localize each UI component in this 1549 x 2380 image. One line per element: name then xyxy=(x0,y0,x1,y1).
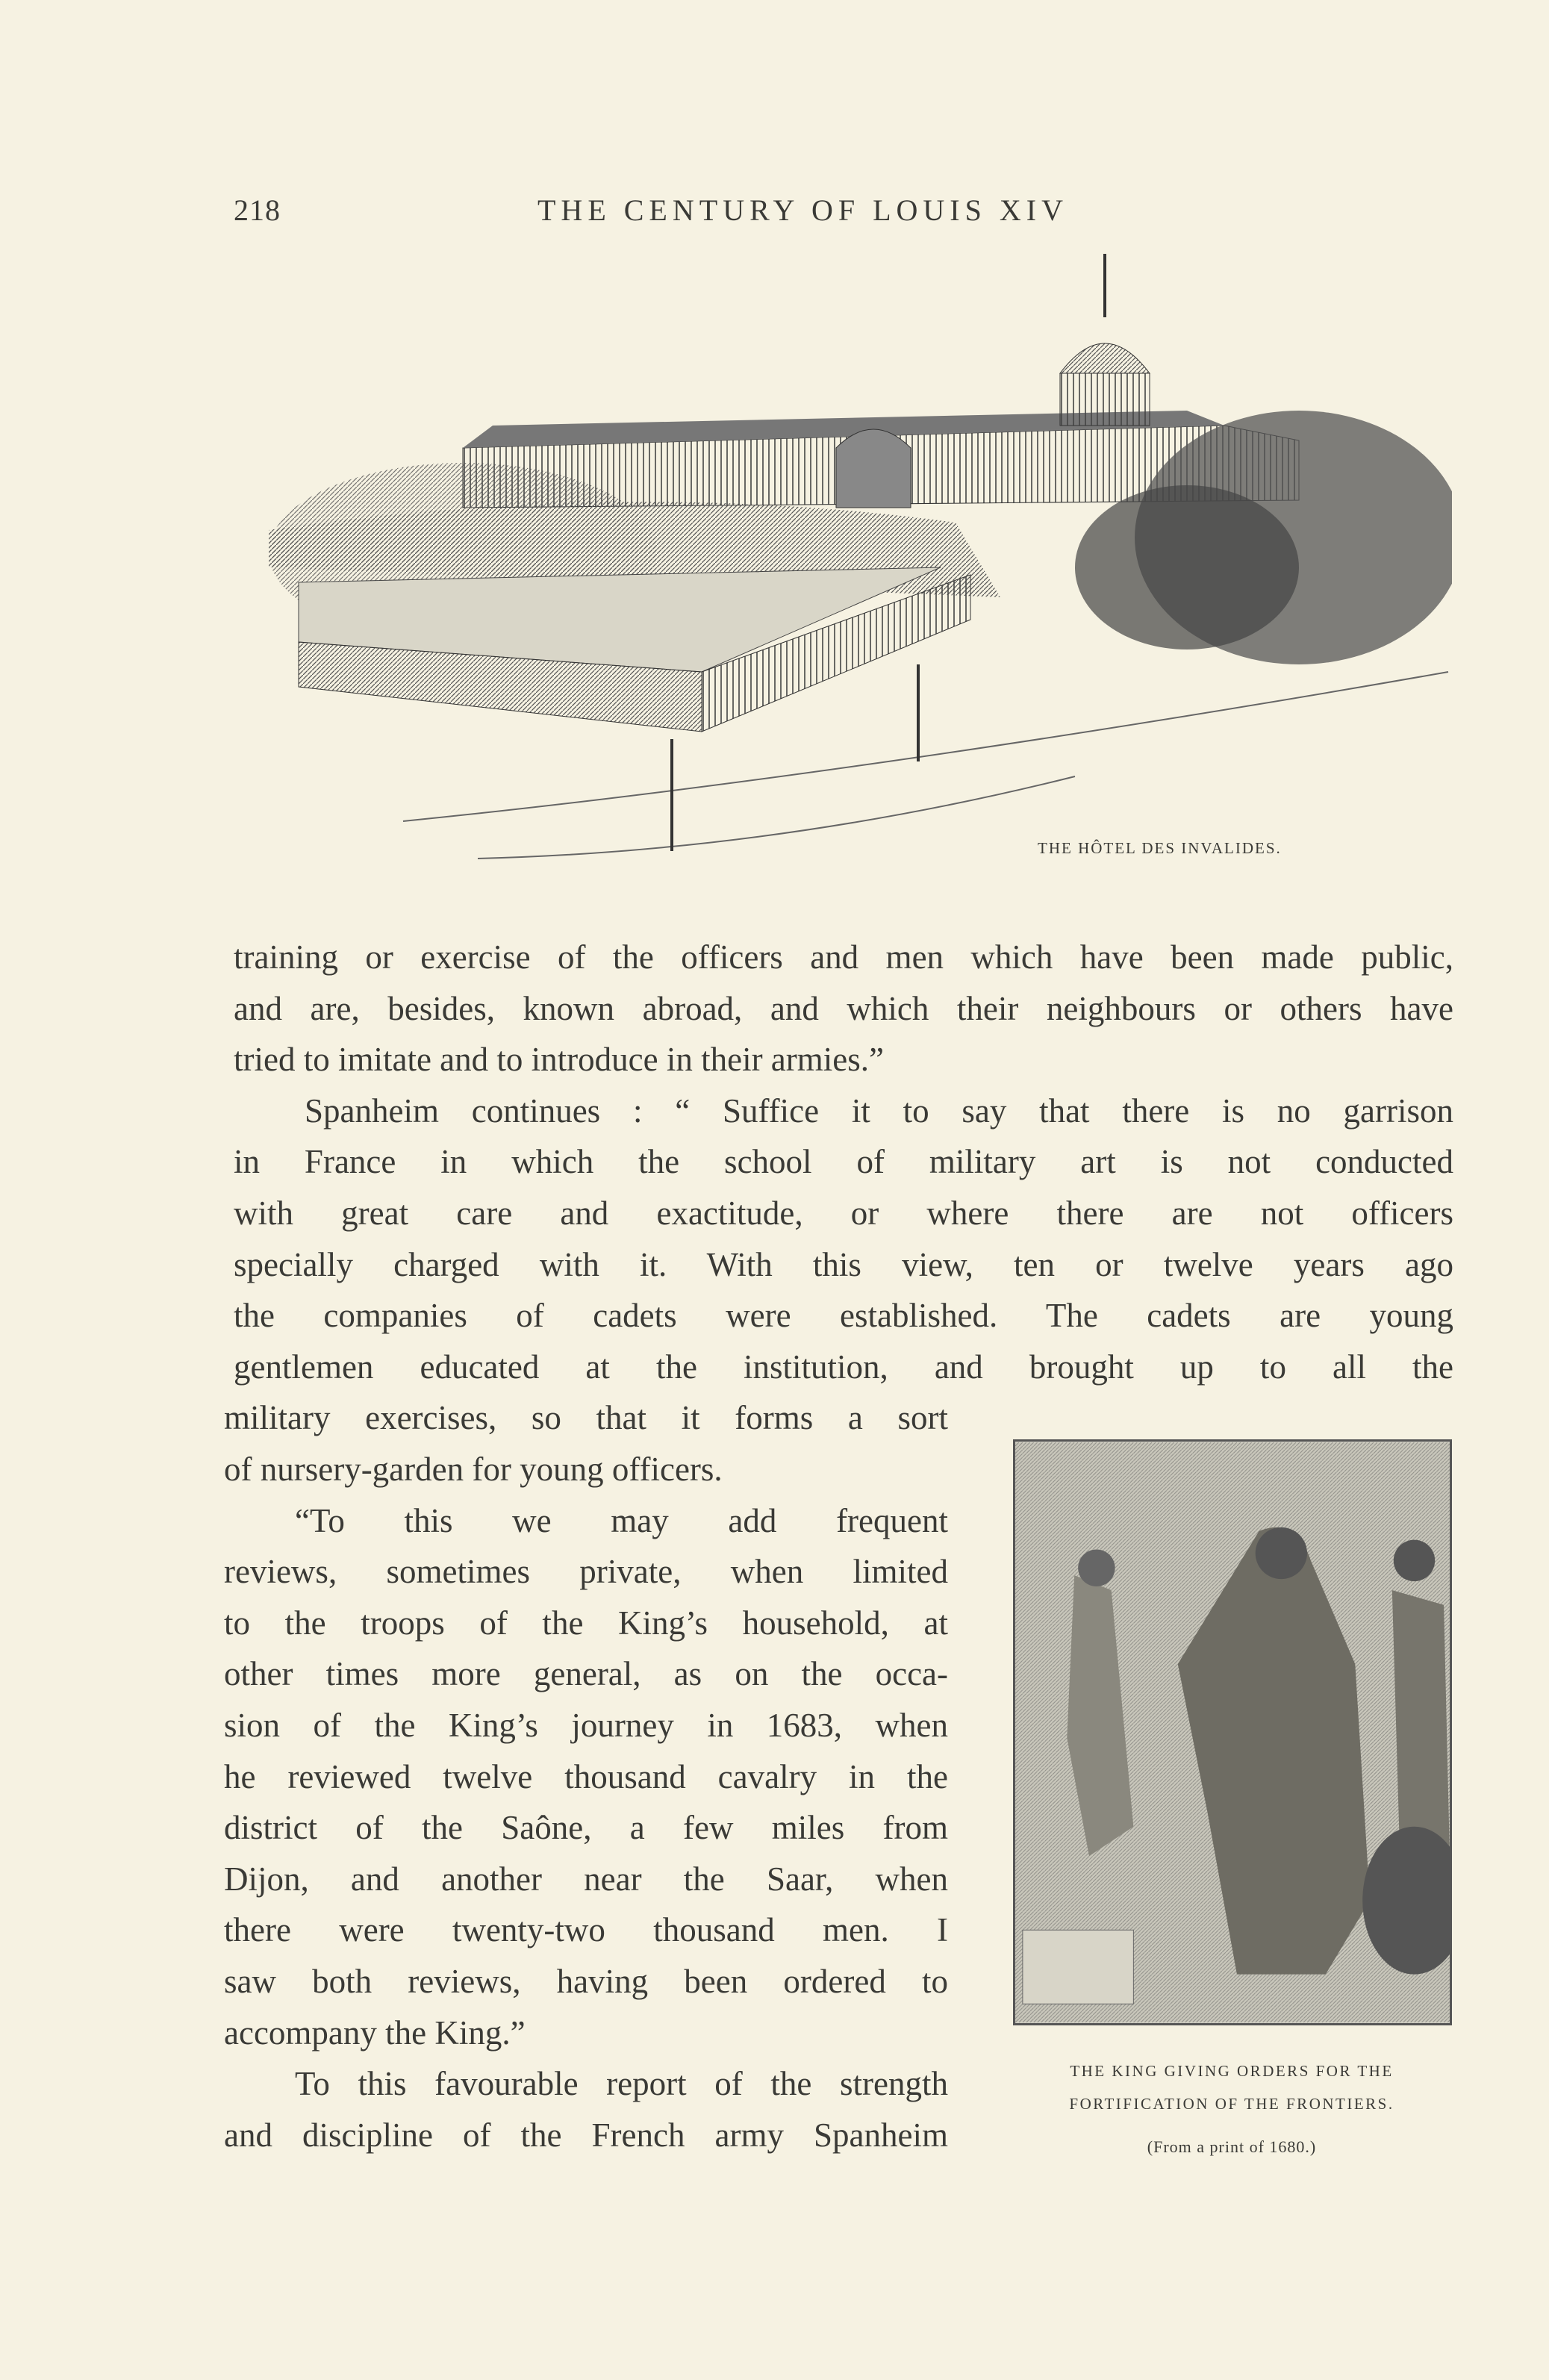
text-line: accompany the King.” xyxy=(224,2013,526,2052)
text-line: sion of the King’s journey in 1683, when xyxy=(224,1707,948,1744)
text-line: tried to imitate and to introduce in their armies.” xyxy=(234,1041,884,1079)
text-line: gentlemen educated at the institution, and brought up to all the xyxy=(234,1348,1453,1386)
running-title: THE CENTURY OF LOUIS XIV xyxy=(537,193,1068,227)
text-line: Dijon, and another near the Saar, when xyxy=(224,1860,948,1898)
text-line: the companies of cadets were established. The cadets are young xyxy=(234,1297,1453,1335)
text-line: training or exercise of the officers and men which have been made public, xyxy=(234,938,1453,976)
figure-source: (From a print of 1680.) xyxy=(1147,2137,1317,2156)
text-line: reviews, sometimes private, when limited xyxy=(224,1553,948,1591)
text-line: specially charged with it. With this view, ten or twelve years ago xyxy=(234,1245,1453,1283)
text-line: military exercises, so that it forms a sort xyxy=(224,1399,948,1437)
text-line: with great care and exactitude, or where there are not officers xyxy=(234,1194,1453,1232)
king-giving-orders-engraving xyxy=(1013,1439,1452,2025)
text-line: he reviewed twelve thousand cavalry in the xyxy=(224,1757,948,1795)
text-line: of nursery-garden for young officers. xyxy=(224,1451,723,1488)
text-line: Spanheim continues : “ Suffice it to say that there is no garrison xyxy=(305,1091,1453,1130)
text-line: in France in which the school of military art is not conducted xyxy=(234,1143,1453,1181)
text-line: there were twenty-two thousand men. I xyxy=(224,1911,948,1949)
text-line: “To this we may add frequent xyxy=(295,1501,948,1539)
figure-caption-line2: FORTIFICATION OF THE FRONTIERS. xyxy=(1069,2095,1394,2113)
text-line: district of the Saône, a few miles from xyxy=(224,1809,948,1847)
text-line: to the troops of the King’s household, at xyxy=(224,1604,948,1642)
invalides-engraving xyxy=(254,254,1452,903)
text-line: To this favourable report of the strength xyxy=(295,2065,948,2103)
text-line: and are, besides, known abroad, and which their neighbours or others have xyxy=(234,989,1453,1027)
figure-caption-line1: THE KING GIVING ORDERS FOR THE xyxy=(1070,2062,1394,2080)
page-number: 218 xyxy=(234,193,281,227)
text-line: and discipline of the French army Spanheim xyxy=(224,2116,948,2154)
text-line: other times more general, as on the occa- xyxy=(224,1655,948,1693)
text-line: saw both reviews, having been ordered to xyxy=(224,1963,948,2000)
figure-caption-invalides: THE HÔTEL DES INVALIDES. xyxy=(1038,839,1282,857)
